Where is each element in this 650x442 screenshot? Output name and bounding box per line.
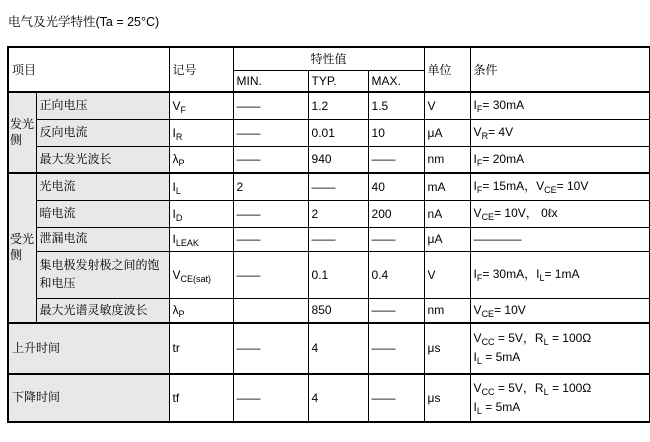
symbol-cell: tr bbox=[169, 323, 233, 374]
typ-cell: 0.01 bbox=[308, 119, 368, 146]
symbol-cell: $I_R$ bbox=[169, 119, 233, 146]
header-row-1 bbox=[8, 47, 650, 70]
typ-cell: 4 bbox=[308, 323, 368, 374]
min-cell: —— bbox=[233, 146, 308, 173]
typ-cell: 1.2 bbox=[308, 92, 368, 119]
unit-cell: V bbox=[424, 92, 470, 119]
condition-cell: $I_F= 30mA$，$I_L= 1mA$ bbox=[470, 251, 650, 298]
min-cell: —— bbox=[233, 92, 308, 119]
item-cell: 正向电压 bbox=[36, 92, 169, 119]
min-cell bbox=[233, 298, 308, 323]
max-cell: 0.4 bbox=[368, 251, 424, 298]
typ-cell: 4 bbox=[308, 374, 368, 422]
max-cell: 40 bbox=[368, 173, 424, 200]
max-cell: —— bbox=[368, 227, 424, 251]
unit-cell: μs bbox=[424, 323, 470, 374]
min-cell: —— bbox=[233, 251, 308, 298]
max-cell: —— bbox=[368, 146, 424, 173]
unit-cell: μA bbox=[424, 227, 470, 251]
table-row bbox=[8, 200, 650, 227]
unit-cell: V bbox=[424, 251, 470, 298]
condition-cell: $V_{CE}= 10V$， 0ℓx bbox=[470, 200, 650, 227]
typ-cell: 940 bbox=[308, 146, 368, 173]
symbol-cell: tf bbox=[169, 374, 233, 422]
unit-cell: μs bbox=[424, 374, 470, 422]
unit-cell: nm bbox=[424, 298, 470, 323]
condition-cell: $I_F= 15mA$，$V_{CE}= 10V$ bbox=[470, 173, 650, 200]
characteristics-table bbox=[7, 46, 650, 423]
col-header-max: MAX. bbox=[368, 70, 424, 92]
unit-cell: mA bbox=[424, 173, 470, 200]
symbol-cell: $I_{LEAK}$ bbox=[169, 227, 233, 251]
typ-cell: —— bbox=[308, 173, 368, 200]
table-row bbox=[8, 92, 650, 119]
symbol-cell: $I_D$ bbox=[169, 200, 233, 227]
table-row bbox=[8, 119, 650, 146]
typ-cell: —— bbox=[308, 227, 368, 251]
table-row bbox=[8, 251, 650, 298]
min-cell: —— bbox=[233, 227, 308, 251]
condition-cell: $I_F= 20mA$ bbox=[470, 146, 650, 173]
symbol-cell: $V_{CE(sat)}$ bbox=[169, 251, 233, 298]
item-cell: 反向电流 bbox=[36, 119, 169, 146]
min-cell: —— bbox=[233, 200, 308, 227]
col-header-min: MIN. bbox=[233, 70, 308, 92]
table-row bbox=[8, 298, 650, 323]
condition-cell: $V_{CC} = 5V$，$R_L = 100\Omega$ $I_L = 5mA$ bbox=[470, 374, 650, 422]
min-cell: —— bbox=[233, 374, 308, 422]
condition-cell: $V_{CC} = 5V$，$R_L = 100\Omega$ $I_L = 5mA$ bbox=[470, 323, 650, 374]
page-title: 电气及光学特性(Ta = 25°C) bbox=[8, 15, 160, 29]
item-cell: 暗电流 bbox=[36, 200, 169, 227]
table-row bbox=[8, 146, 650, 173]
table-row bbox=[8, 227, 650, 251]
max-cell: —— bbox=[368, 298, 424, 323]
typ-cell: 0.1 bbox=[308, 251, 368, 298]
item-cell: 上升时间 bbox=[8, 323, 169, 374]
typ-cell: 850 bbox=[308, 298, 368, 323]
unit-cell: μA bbox=[424, 119, 470, 146]
col-header-unit: 单位 bbox=[424, 47, 470, 92]
table-row bbox=[8, 323, 650, 374]
typ-cell: 2 bbox=[308, 200, 368, 227]
item-cell: 最大发光波长 bbox=[36, 146, 169, 173]
col-header-condition: 条件 bbox=[470, 47, 650, 92]
symbol-cell: $V_F$ bbox=[169, 92, 233, 119]
table-row bbox=[8, 374, 650, 422]
condition-cell: $V_{CE}= 10V$ bbox=[470, 298, 650, 323]
condition-cell: $I_F= 30mA$ bbox=[470, 92, 650, 119]
col-header-symbol: 记号 bbox=[169, 47, 233, 92]
symbol-cell: $I_L$ bbox=[169, 173, 233, 200]
symbol-cell: $\lambda_P$ bbox=[169, 298, 233, 323]
min-cell: 2 bbox=[233, 173, 308, 200]
min-cell: —— bbox=[233, 119, 308, 146]
max-cell: —— bbox=[368, 374, 424, 422]
col-header-item: 项目 bbox=[8, 47, 169, 92]
table-row bbox=[8, 173, 650, 200]
unit-cell: nA bbox=[424, 200, 470, 227]
group-cell-emitting: 发光侧 bbox=[8, 92, 36, 173]
max-cell: 10 bbox=[368, 119, 424, 146]
condition-cell: ———— bbox=[470, 227, 650, 251]
symbol-cell: $\lambda_P$ bbox=[169, 146, 233, 173]
max-cell: 1.5 bbox=[368, 92, 424, 119]
item-cell: 集电极发射极之间的饱和电压 bbox=[36, 251, 169, 298]
min-cell: —— bbox=[233, 323, 308, 374]
max-cell: —— bbox=[368, 323, 424, 374]
item-cell: 下降时间 bbox=[8, 374, 169, 422]
item-cell: 光电流 bbox=[36, 173, 169, 200]
group-cell-receiving: 受光侧 bbox=[8, 173, 36, 323]
item-cell: 最大光谱灵敏度波长 bbox=[36, 298, 169, 323]
unit-cell: nm bbox=[424, 146, 470, 173]
condition-cell: $V_R= 4V$ bbox=[470, 119, 650, 146]
col-header-typ: TYP. bbox=[308, 70, 368, 92]
col-header-value-group: 特性值 bbox=[233, 47, 424, 70]
max-cell: 200 bbox=[368, 200, 424, 227]
item-cell: 泄漏电流 bbox=[36, 227, 169, 251]
